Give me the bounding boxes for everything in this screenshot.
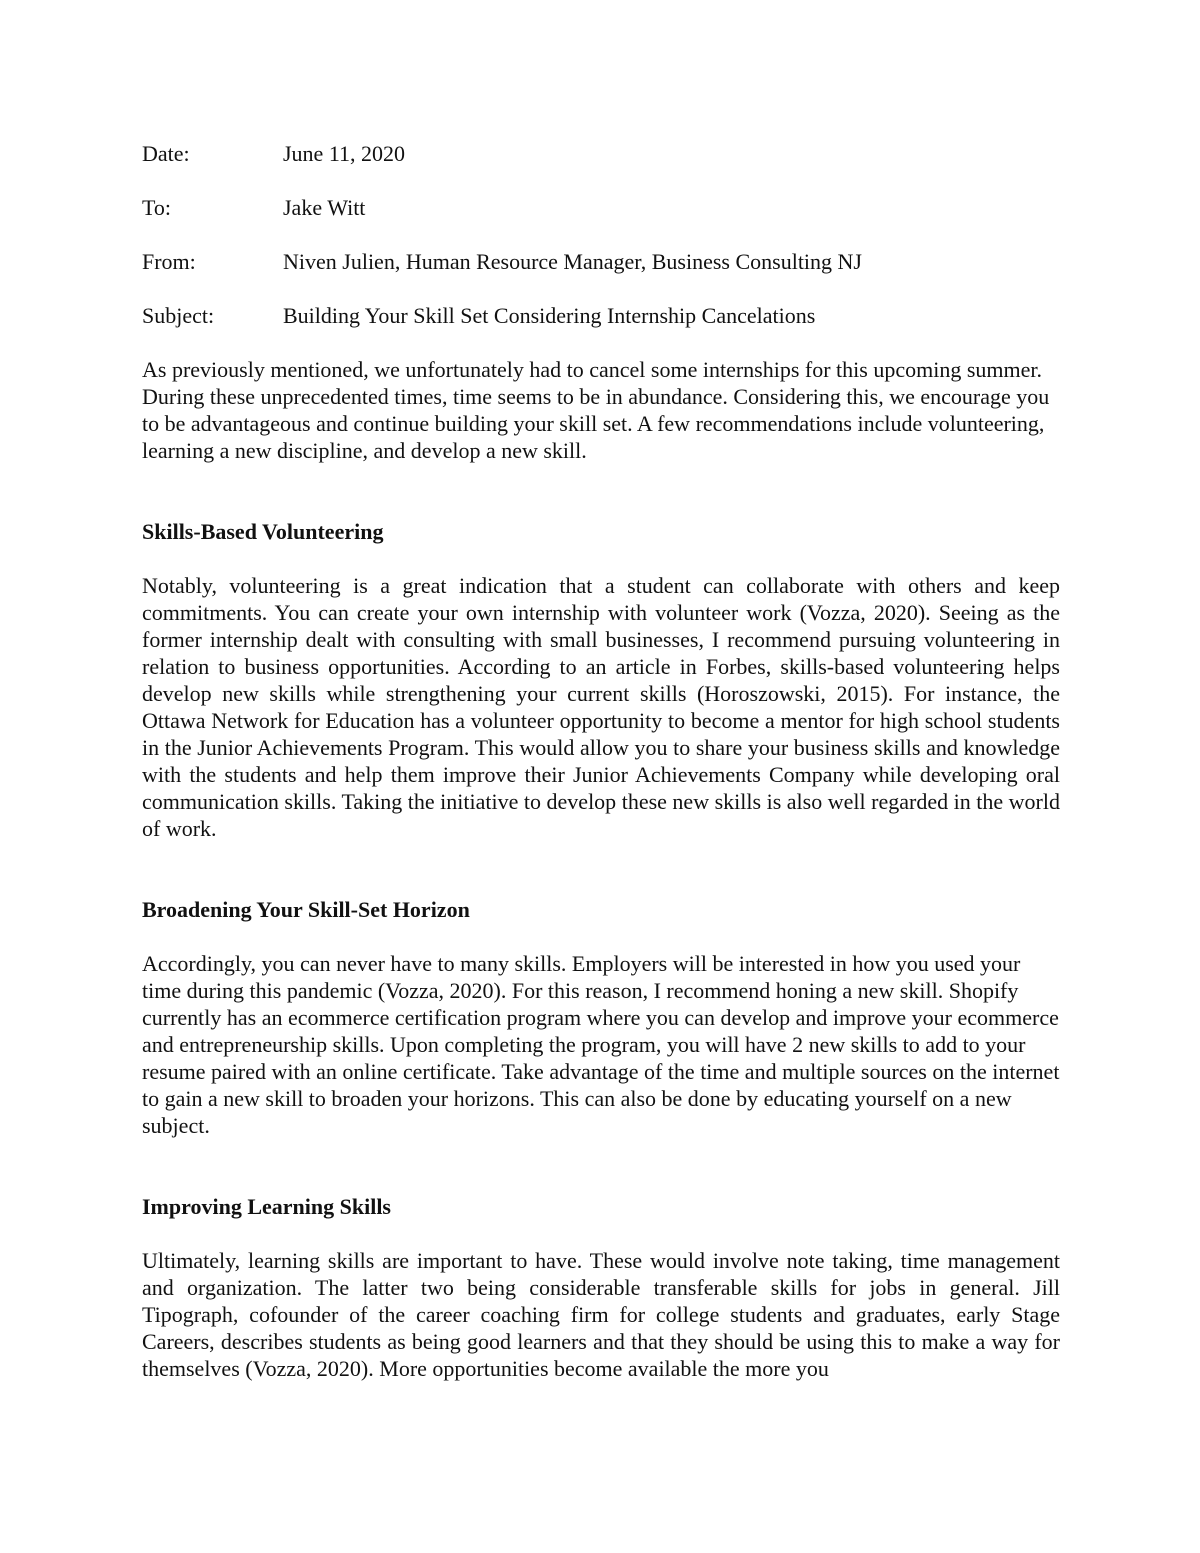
section-body-skill-set: Accordingly, you can never have to many skills. Employers will be interested in how you used your time during this pandemic (Vozza, 2020). For this reason, I recommend honing a new skill. Shopify currently has an ecommerce certification program where you can develop and improve your ecommerce and entrepreneurship skills. Upon completing the program, you will have 2 new skills to add to your resume paired with an online certificate. Take advantage of the time and multiple sources on the internet to gain a new skill to broaden your horizons. This can also be done by educating yourself on a new subject. — [142, 951, 1060, 1138]
memo-from-row — [142, 248, 1060, 275]
memo-to-row — [142, 194, 1060, 221]
memo-from-label: From: — [142, 249, 196, 274]
section-heading-learning-skills: Improving Learning Skills — [142, 1194, 391, 1219]
memo-date-label: Date: — [142, 141, 190, 166]
memo-to-value: Jake Witt — [283, 195, 366, 220]
memo-date-row — [142, 140, 1060, 167]
memo-subject-label: Subject: — [142, 303, 215, 328]
memo-to-label: To: — [142, 195, 172, 220]
memo-subject-value: Building Your Skill Set Considering Internship Cancelations — [283, 303, 816, 328]
section-body-learning-skills: Ultimately, learning skills are important to have. These would involve note taking, time management and organization. The latter two being considerable transferable skills for jobs in general. Jill Tipograph, cofounder of the career coaching firm for college students and graduates, early Stage Careers, describes students as being good learners and that they should be using this to make a way for themselves (Vozza, 2020). More opportunities become available the more you — [142, 1248, 1060, 1381]
section-body-volunteering: Notably, volunteering is a great indication that a student can collaborate with others and keep commitments. You can create your own internship with volunteer work (Vozza, 2020). Seeing as the former internship dealt with consulting with small businesses, I recommend pursuing volunteering in relation to business opportunities. According to an article in Forbes, skills-based volunteering helps develop new skills while strengthening your current skills (Horoszowski, 2015). For instance, the Ottawa Network for Education has a volunteer opportunity to become a mentor for high school students in the Junior Achievements Program. This would allow you to share your business skills and knowledge with the students and help them improve their Junior Achievements Company while developing oral communication skills. Taking the initiative to develop these new skills is also well regarded in the world of work. — [142, 573, 1060, 841]
memo-from-value: Niven Julien, Human Resource Manager, Business Consulting NJ — [283, 249, 862, 274]
memo-subject-row — [142, 302, 1060, 329]
intro-paragraph: As previously mentioned, we unfortunately had to cancel some internships for this upcoming summer. During these unprecedented times, time seems to be in abundance. Considering this, we encourage you to be advantageous and continue building your skill set. A few recommendations include volunteering, learning a new discipline, and develop a new skill. — [142, 357, 1050, 463]
section-heading-volunteering: Skills-Based Volunteering — [142, 519, 384, 544]
section-heading-skill-set: Broadening Your Skill-Set Horizon — [142, 897, 470, 922]
memo-content — [142, 140, 1060, 1382]
memo-date-value: June 11, 2020 — [283, 141, 406, 166]
